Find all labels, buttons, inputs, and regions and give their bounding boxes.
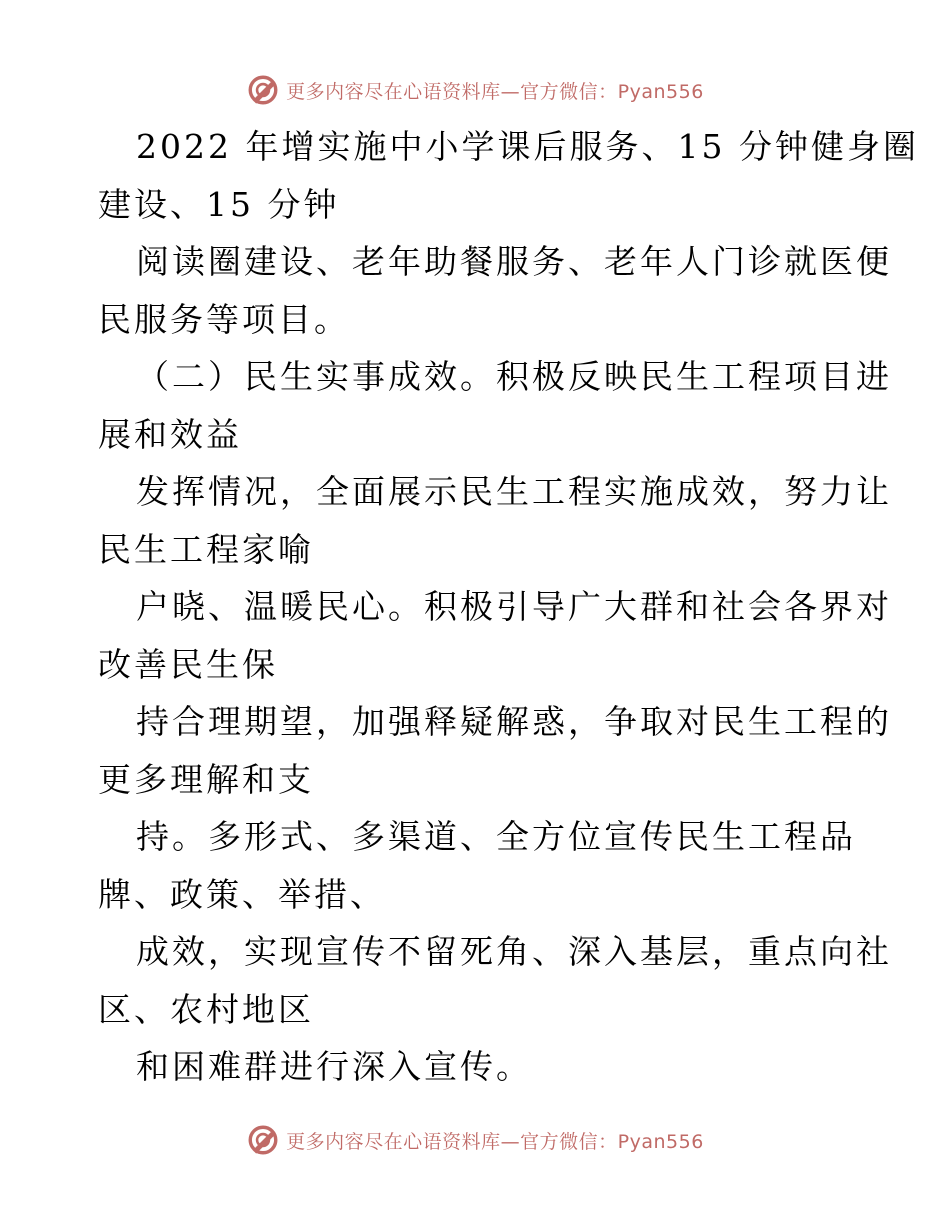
body-line: 更多理解和支 bbox=[98, 759, 314, 799]
watermark-text: 更多内容尽在心语资料库—官方微信：Pyan556 bbox=[286, 1130, 704, 1153]
body-line: 持。多形式、多渠道、全方位宣传民生工程品 bbox=[136, 817, 856, 856]
body-line: 成效，实现宣传不留死角、深入基层，重点向社 bbox=[136, 932, 892, 971]
header-watermark bbox=[0, 72, 950, 108]
body-line: 牌、政策、举措、 bbox=[98, 874, 386, 914]
footer-watermark bbox=[0, 1122, 950, 1158]
body-line: 区、农村地区 bbox=[98, 989, 314, 1029]
body-line: 民服务等项目。 bbox=[98, 299, 350, 339]
body-line: 阅读圈建设、老年助餐服务、老年人门诊就医便 bbox=[136, 242, 892, 281]
body-line: 民生工程家喻 bbox=[98, 529, 314, 569]
body-line: （二）民生实事成效。积极反映民生工程项目进 bbox=[136, 357, 892, 396]
body-line: 户晓、温暖民心。积极引导广大群和社会各界对 bbox=[136, 587, 892, 626]
body-line: 持合理期望，加强释疑解惑，争取对民生工程的 bbox=[136, 702, 892, 741]
body-line: 建设、15 分钟 bbox=[98, 184, 340, 224]
body-line: 改善民生保 bbox=[98, 644, 278, 684]
seal-logo-icon bbox=[246, 1123, 280, 1157]
document-body bbox=[98, 118, 919, 1096]
body-line: 发挥情况，全面展示民生工程实施成效，努力让 bbox=[136, 472, 892, 511]
body-line: 和困难群进行深入宣传。 bbox=[136, 1047, 532, 1086]
seal-logo-icon bbox=[246, 73, 280, 107]
watermark-text: 更多内容尽在心语资料库—官方微信：Pyan556 bbox=[286, 80, 704, 103]
body-line: 2022 年增实施中小学课后服务、15 分钟健身圈 bbox=[136, 127, 919, 166]
body-line: 展和效益 bbox=[98, 414, 242, 454]
